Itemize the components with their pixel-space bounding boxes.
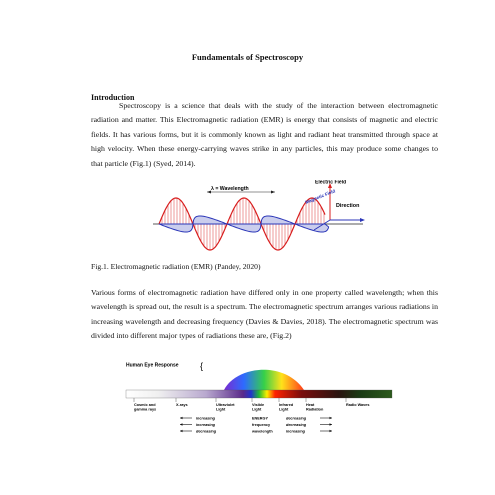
band-labels [134,398,370,412]
wavelength-right-arrow-icon [271,191,275,194]
trend-middle-text: wavelength [252,429,273,434]
trend-right-text: decreasing [286,416,307,421]
trend-arrowhead-icon [330,417,333,419]
band-label: Radio Waves [346,403,370,407]
intro-paragraph: Spectroscopy is a science that deals with the study of the interaction between electromagnetic radiation and matter. This Electromagnetic radiation (EMR) is energy that consists of magnetic and electric fields. It has various forms, but it is commonly known as light and radiant heat transmitted through space at high velocity. When these energy-carrying waves strike in any particles, this may produce some changes to that particle (Fig.1) (Syed, 2014). [91,101,438,168]
eye-response-brace: { [200,361,204,371]
band-label-line2: Light [252,407,262,412]
trend-rows [180,416,332,433]
band-label-line2: Light [216,407,226,412]
document-title: Fundamentals of Spectroscopy [191,52,304,62]
trend-right-text: decreasing [286,422,307,427]
trend-arrowhead-icon [180,417,183,419]
trend-left-text: decreasing [196,429,217,434]
section-heading: Introduction [91,93,135,102]
band-label: Cosmic and [134,403,156,407]
em-spectrum-figure [124,360,394,440]
trend-arrowhead-icon [180,423,183,425]
trend-arrowhead-icon [180,430,183,432]
em-wave-figure [149,180,367,254]
band-label: Heat [306,403,315,407]
band-label-line2: Radiation [306,407,324,412]
trend-arrowhead-icon [330,430,333,432]
electric-field-label: Electric Field [315,180,347,186]
wavelength-label: λ = Wavelength [211,186,249,192]
trend-middle-text: ENERGY [252,416,269,421]
eye-response-label: Human Eye Response [126,362,179,369]
band-label: Visible [252,403,265,407]
spectrum-paragraph: Various forms of electromagnetic radiation have differed only in one property called wavelength; when this wavelength is spread out, the result is a spectrum. The electromagnetic spectrum arranges various radiations in increasing wavelength and decreasing frequency (Davies & Davies, 2018). The electromagnetic spectrum was divided into different major types of radiations these are, (Fig.2) [91,288,438,341]
trend-left-text: increasing [196,422,215,427]
direction-label: Direction [336,203,360,209]
band-label-line2: gamma rays [134,407,157,412]
trend-middle-text: frequency [252,422,271,427]
trend-arrowhead-icon [330,423,333,425]
figure1-caption: Fig.1. Electromagnetic radiation (EMR) (Pandey, 2020) [91,262,261,271]
direction-arrowhead-icon [360,218,365,222]
band-label: X-rays [176,403,188,407]
magnetic-field-label: Magnetic Field [304,188,336,205]
spectrum-bar [126,390,392,398]
band-label: Ultraviolet [216,403,235,407]
eye-response-curve [224,370,304,390]
band-label: Infrared [279,403,294,407]
band-label-line2: Light [279,407,289,412]
trend-left-text: increasing [196,416,215,421]
trend-right-text: increasing [286,429,305,434]
